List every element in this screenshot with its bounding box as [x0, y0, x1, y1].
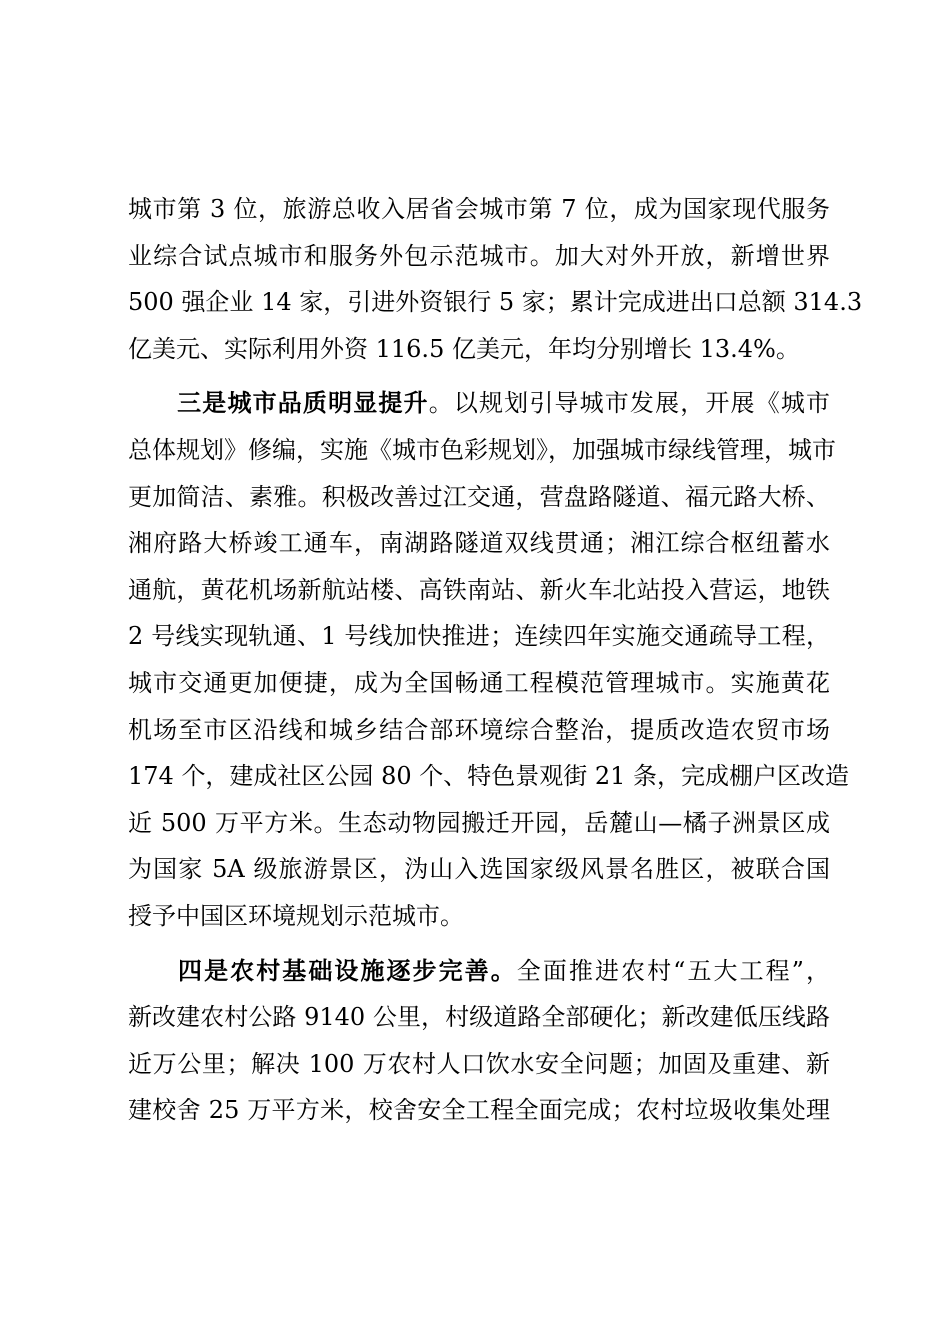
text-line: 机场至市区沿线和城乡结合部环境综合整治，提质改造农贸市场 [128, 715, 830, 744]
text-line: 新改建农村公路 9140 公里，村级道路全部硬化；新改建低压线路 [128, 1003, 830, 1032]
paragraph-rural-infrastructure [128, 948, 830, 1134]
text-line: 通航，黄花机场新航站楼、高铁南站、新火车北站投入营运，地铁 [128, 575, 830, 604]
heading-line-rest: 全面推进农村“五大工程”， [516, 956, 831, 985]
text-line: 174 个，建成社区公园 80 个、特色景观街 21 条，完成棚户区改造 [128, 762, 850, 791]
text-line: 2 号线实现轨通、1 号线加快推进；连续四年实施交通疏导工程， [128, 622, 830, 651]
section-heading: 三是城市品质明显提升 [176, 388, 429, 418]
text-line: 业综合试点城市和服务外包示范城市。加大对外开放，新增世界 [128, 241, 830, 270]
text-line: 亿美元、实际利用外资 116.5 亿美元，年均分别增长 13.4%。 [128, 334, 800, 363]
text-line: 近万公里；解决 100 万农村人口饮水安全问题；加固及重建、新 [128, 1049, 830, 1078]
text-line: 近 500 万平方米。生态动物园搬迁开园，岳麓山—橘子洲景区成 [128, 808, 830, 837]
text-line: 500 强企业 14 家，引进外资银行 5 家；累计完成进出口总额 314.3 [128, 288, 863, 317]
text-line: 城市交通更加便捷，成为全国畅通工程模范管理城市。实施黄花 [128, 668, 830, 697]
text-line: 湘府路大桥竣工通车，南湖路隧道双线贯通；湘江综合枢纽蓄水 [128, 529, 830, 558]
text-line: 总体规划》修编，实施《城市色彩规划》，加强城市绿线管理，城市 [128, 435, 836, 464]
section-heading: 四是农村基础设施逐步完善。 [176, 955, 517, 985]
text-line-with-heading [128, 380, 830, 427]
text-line: 建校舍 25 万平方米，校舍安全工程全面完成；农村垃圾收集处理 [128, 1096, 830, 1125]
paragraph-city-quality [128, 380, 850, 939]
document-body [128, 186, 863, 1134]
text-line: 授予中国区环境规划示范城市。 [128, 901, 464, 930]
text-line: 城市第 3 位，旅游总收入居省会城市第 7 位，成为国家现代服务 [128, 195, 830, 223]
paragraph-service-industry [128, 186, 863, 372]
text-line: 更加简洁、素雅。积极改善过江交通，营盘路隧道、福元路大桥、 [128, 482, 830, 511]
heading-line-rest: 。以规划引导城市发展，开展《城市 [428, 389, 831, 418]
text-line: 为国家 5A 级旅游景区，沩山入选国家级风景名胜区，被联合国 [128, 855, 830, 884]
text-line-with-heading [128, 948, 830, 995]
